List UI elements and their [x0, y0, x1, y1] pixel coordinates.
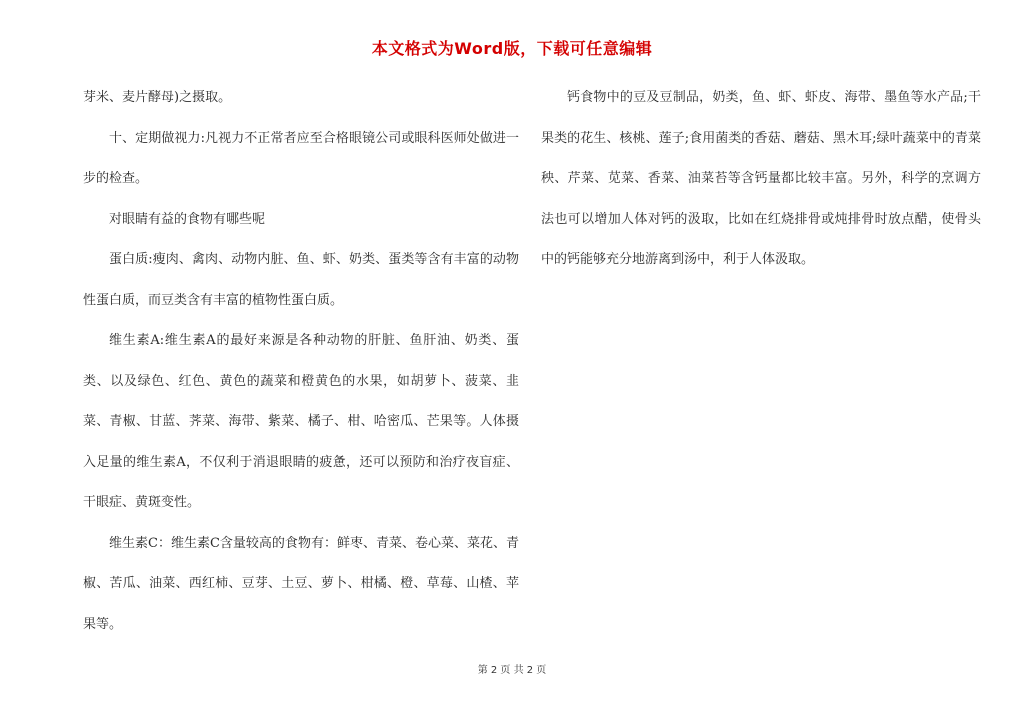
right-text-column [541, 78, 981, 281]
download-banner: 本文格式为Word版，下载可任意编辑 [371, 39, 653, 58]
paragraph-vitamin-a: 维生素A:维生素A的最好来源是各种动物的肝脏、鱼肝油、奶类、蛋类、以及绿色、红色、黄色的蔬菜和橙黄色的水果，如胡萝卜、菠菜、韭菜、青椒、甘蓝、荠菜、海带、紫菜、橘子、柑、哈密瓜、芒果等。人体摄入足量的维生素A，不仅利于消退眼睛的疲惫，还可以预防和治疗夜盲症、干眼症、黄斑变性。 [83, 333, 519, 510]
paragraph-protein: 蛋白质:瘦肉、禽肉、动物内脏、鱼、虾、奶类、蛋类等含有丰富的动物性蛋白质，而豆类含有丰富的植物性蛋白质。 [83, 252, 519, 308]
paragraph-vision-check: 十、定期做视力:凡视力不正常者应至合格眼镜公司或眼科医师处做进一步的检查。 [83, 130, 519, 186]
paragraph-sprouts-yeast: 芽米、麦片酵母)之摄取。 [83, 90, 232, 105]
paragraph-heading-eye-foods: 对眼睛有益的食物有哪些呢 [109, 211, 266, 227]
page-number-footer: 第 2 页 共 2 页 [477, 665, 547, 676]
paragraph-calcium: 钙食物中的豆及豆制品，奶类，鱼、虾、虾皮、海带、墨鱼等水产品;干果类的花生、核桃、莲子;食用菌类的香菇、蘑菇、黑木耳;绿叶蔬菜中的青菜秧、芹菜、苋菜、香菜、油菜苔等含钙量都比较丰富。另外，科学的烹调方法也可以增加人体对钙的汲取，比如在红烧排骨或炖排骨时放点醋，使骨头中的钙能够充分地游离到汤中，利于人体汲取。 [541, 90, 981, 267]
left-text-column [83, 78, 519, 645]
paragraph-vitamin-c: 维生素C：维生素C含量较高的食物有：鲜枣、青菜、卷心菜、菜花、青椒、苦瓜、油菜、西红柿、豆芽、土豆、萝卜、柑橘、橙、草莓、山楂、苹果等。 [83, 535, 519, 632]
